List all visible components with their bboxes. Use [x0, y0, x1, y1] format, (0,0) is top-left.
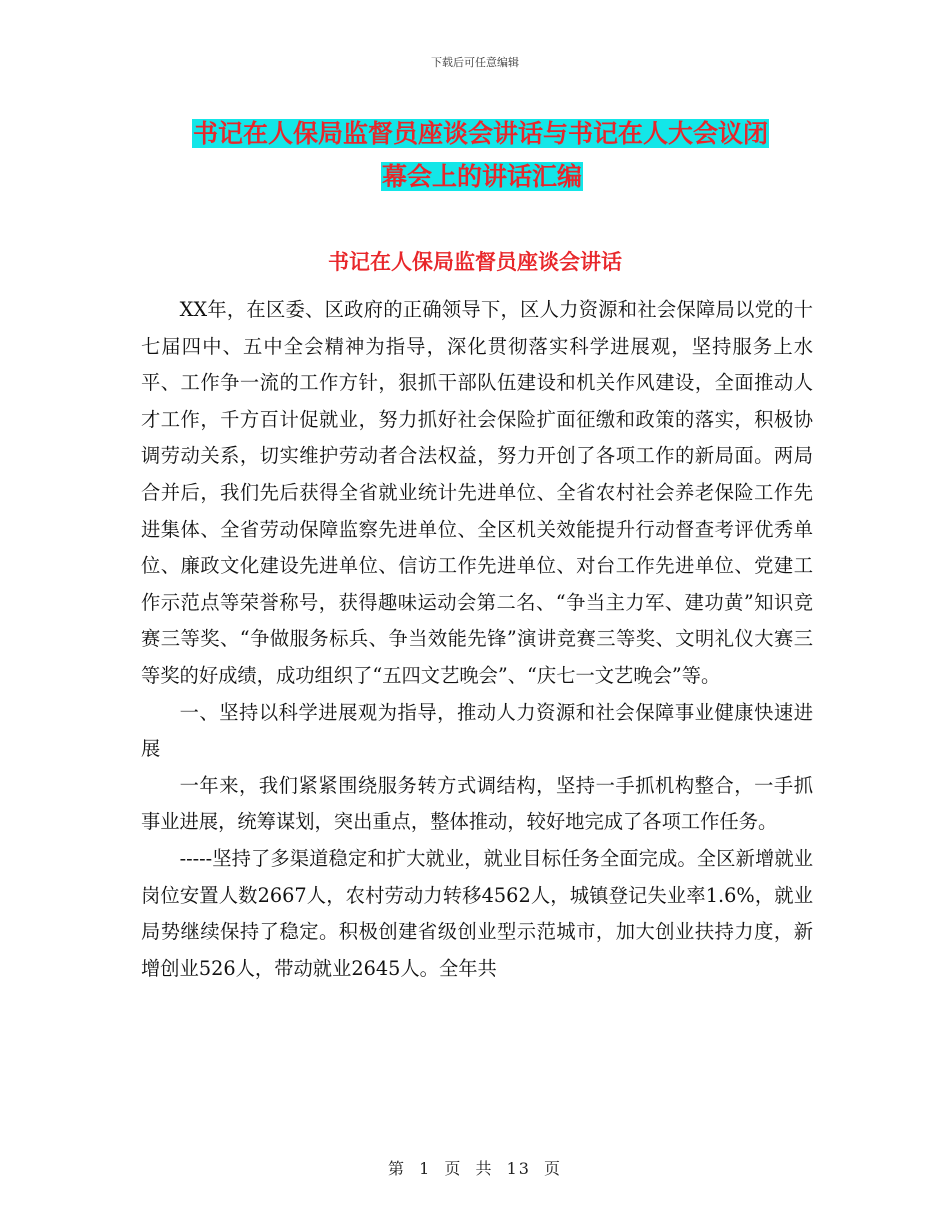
paragraph: -----坚持了多渠道稳定和扩大就业，就业目标任务全面完成。全区新增就业岗位安置人数2667人，农村劳动力转移4562人，城镇登记失业率1.6%，就业局势继续保持了稳定。积极创建省级创业型示范城市，加大创业扶持力度，新增创业526人，带动就业2645人。全年共: [141, 846, 813, 980]
footer-gong: 共: [475, 1159, 494, 1178]
page-total: 13: [506, 1159, 531, 1178]
title-line-2-text: 幕会上的讲话汇编: [381, 162, 582, 191]
document-title: [192, 112, 812, 198]
footer-ye-2: 页: [544, 1159, 563, 1178]
footer-ye: 页: [444, 1159, 463, 1178]
title-line-1: [192, 112, 812, 155]
section-heading: 书记在人保局监督员座谈会讲话: [328, 249, 622, 274]
page-footer: [0, 1156, 950, 1179]
paragraph: XX年，在区委、区政府的正确领导下，区人力资源和社会保障局以党的十七届四中、五中全会精神为指导，深化贯彻落实科学进展观，坚持服务上水平、工作争一流的工作方针，狠抓干部队伍建设和机关作风建设，全面推动人才工作，千方百计促就业，努力抓好社会保险扩面征缴和政策的落实，积极协调劳动关系，切实维护劳动者合法权益，努力开创了各项工作的新局面。两局合并后，我们先后获得全省就业统计先进单位、全省农村社会养老保险工作先进集体、全省劳动保障监察先进单位、全区机关效能提升行动督查考评优秀单位、廉政文化建设先进单位、信访工作先进单位、对台工作先进单位、党建工作示范点等荣誉称号，获得趣味运动会第二名、“争当主力军、建功黄”知识竞赛三等奖、“争做服务标兵、争当效能先锋”演讲竞赛三等奖、文明礼仪大赛三等奖的好成绩，成功组织了“五四文艺晚会”、“庆七一文艺晚会”等。: [141, 298, 813, 687]
header-note: 下载后可任意编辑: [431, 56, 519, 69]
title-line-2: [192, 155, 772, 198]
body-text: [141, 292, 813, 987]
title-line-1-text: 书记在人保局监督员座谈会讲话与书记在人大会议闭: [193, 119, 769, 148]
footer-di: 第: [387, 1159, 406, 1178]
paragraph: 一、坚持以科学进展观为指导，推动人力资源和社会保障事业健康快速进展: [141, 700, 813, 761]
page-number: 1: [419, 1159, 432, 1178]
paragraph: 一年来，我们紧紧围绕服务转方式调结构，坚持一手抓机构整合，一手抓事业进展，统筹谋划，突出重点，整体推动，较好地完成了各项工作任务。: [141, 773, 813, 834]
